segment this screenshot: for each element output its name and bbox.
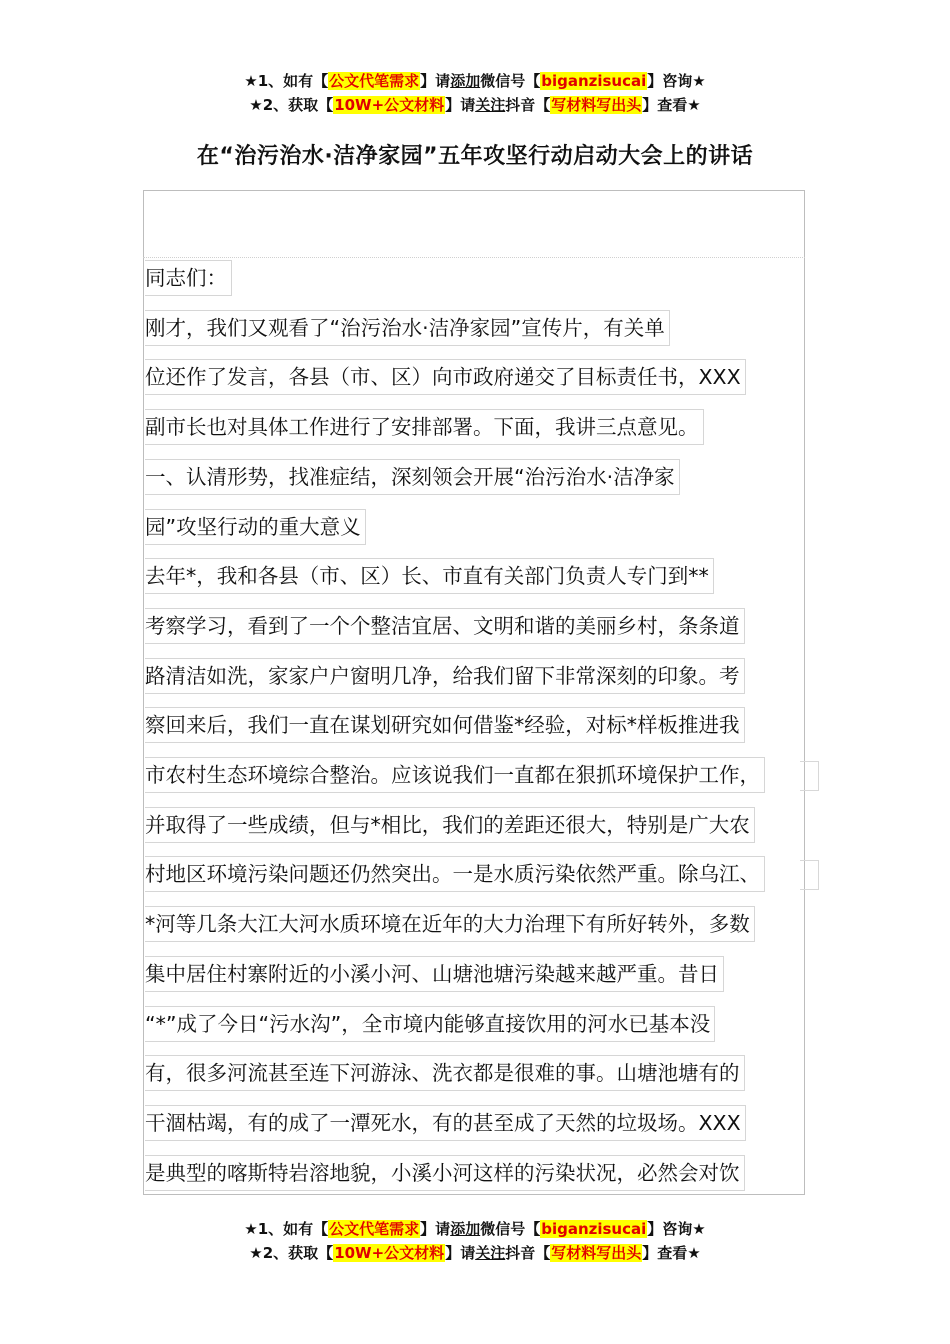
douyin-account: 写材料写出头 bbox=[551, 96, 642, 114]
text-line: 位还作了发言，各县（市、区）向市政府递交了目标责任书，XXX bbox=[145, 359, 746, 395]
highlight-text: 10W+公文材料 bbox=[334, 1244, 445, 1262]
banner-line-1: ★1、如有【公文代笔需求】请添加微信号【biganzisucai】咨询★ bbox=[244, 1220, 706, 1238]
banner-line-2: ★2、获取【10W+公文材料】请关注抖音【写材料写出头】查看★ bbox=[249, 1244, 701, 1262]
text-line: 并取得了一些成绩，但与*相比，我们的差距还很大，特别是广大农 bbox=[145, 807, 755, 843]
text-line: 同志们： bbox=[145, 260, 232, 296]
text-line: 刚才，我们又观看了“治污治水·洁净家园”宣传片，有关单 bbox=[145, 310, 670, 346]
header-banner bbox=[0, 69, 950, 117]
douyin-account: 写材料写出头 bbox=[551, 1244, 642, 1262]
text-line: 是典型的喀斯特岩溶地貌，小溪小河这样的污染状况，必然会对饮 bbox=[145, 1155, 745, 1191]
text-line: 市农村生态环境综合整治。应该说我们一直都在狠抓环境保护工作， bbox=[145, 757, 765, 793]
text-line: *河等几条大江大河水质环境在近年的大力治理下有所好转外，多数 bbox=[145, 906, 755, 942]
wechat-id: biganzisucai bbox=[541, 72, 647, 90]
highlight-text: 公文代笔需求 bbox=[329, 72, 420, 90]
document-title: 在“治污治水·洁净家园”五年攻坚行动启动大会上的讲话 bbox=[196, 144, 754, 169]
text-line: 有，很多河流甚至连下河游泳、洗衣都是很难的事。山塘池塘有的 bbox=[145, 1055, 745, 1091]
line-overflow-marker bbox=[800, 860, 819, 890]
text-line: 村地区环境污染问题还仍然突出。一是水质污染依然严重。除乌江、 bbox=[145, 856, 765, 892]
text-line: 干涸枯竭，有的成了一潭死水，有的甚至成了天然的垃圾场。XXX bbox=[145, 1105, 746, 1141]
frame-header-area bbox=[143, 190, 805, 258]
highlight-text: 10W+公文材料 bbox=[334, 96, 445, 114]
wechat-id: biganzisucai bbox=[541, 1220, 647, 1238]
footer-banner bbox=[0, 1217, 950, 1265]
text-line: 路清洁如洗，家家户户窗明几净，给我们留下非常深刻的印象。考 bbox=[145, 658, 745, 694]
banner-line-1: ★1、如有【公文代笔需求】请添加微信号【biganzisucai】咨询★ bbox=[244, 72, 706, 90]
text-line: “*”成了今日“污水沟”，全市境内能够直接饮用的河水已基本没 bbox=[145, 1006, 715, 1042]
banner-line-2: ★2、获取【10W+公文材料】请关注抖音【写材料写出头】查看★ bbox=[249, 96, 701, 114]
text-line: 察回来后，我们一直在谋划研究如何借鉴*经验，对标*样板推进我 bbox=[145, 707, 745, 743]
highlight-text: 公文代笔需求 bbox=[329, 1220, 420, 1238]
text-line: 去年*，我和各县（市、区）长、市直有关部门负责人专门到** bbox=[145, 558, 714, 594]
text-line: 考察学习，看到了一个个整洁宜居、文明和谐的美丽乡村，条条道 bbox=[145, 608, 745, 644]
text-line: 副市长也对具体工作进行了安排部署。下面，我讲三点意见。 bbox=[145, 409, 704, 445]
text-line: 一、认清形势，找准症结，深刻领会开展“治污治水·洁净家 bbox=[145, 459, 680, 495]
text-line: 集中居住村寨附近的小溪小河、山塘池塘污染越来越严重。昔日 bbox=[145, 956, 724, 992]
line-overflow-marker bbox=[800, 761, 819, 791]
text-line: 园”攻坚行动的重大意义 bbox=[145, 509, 366, 545]
